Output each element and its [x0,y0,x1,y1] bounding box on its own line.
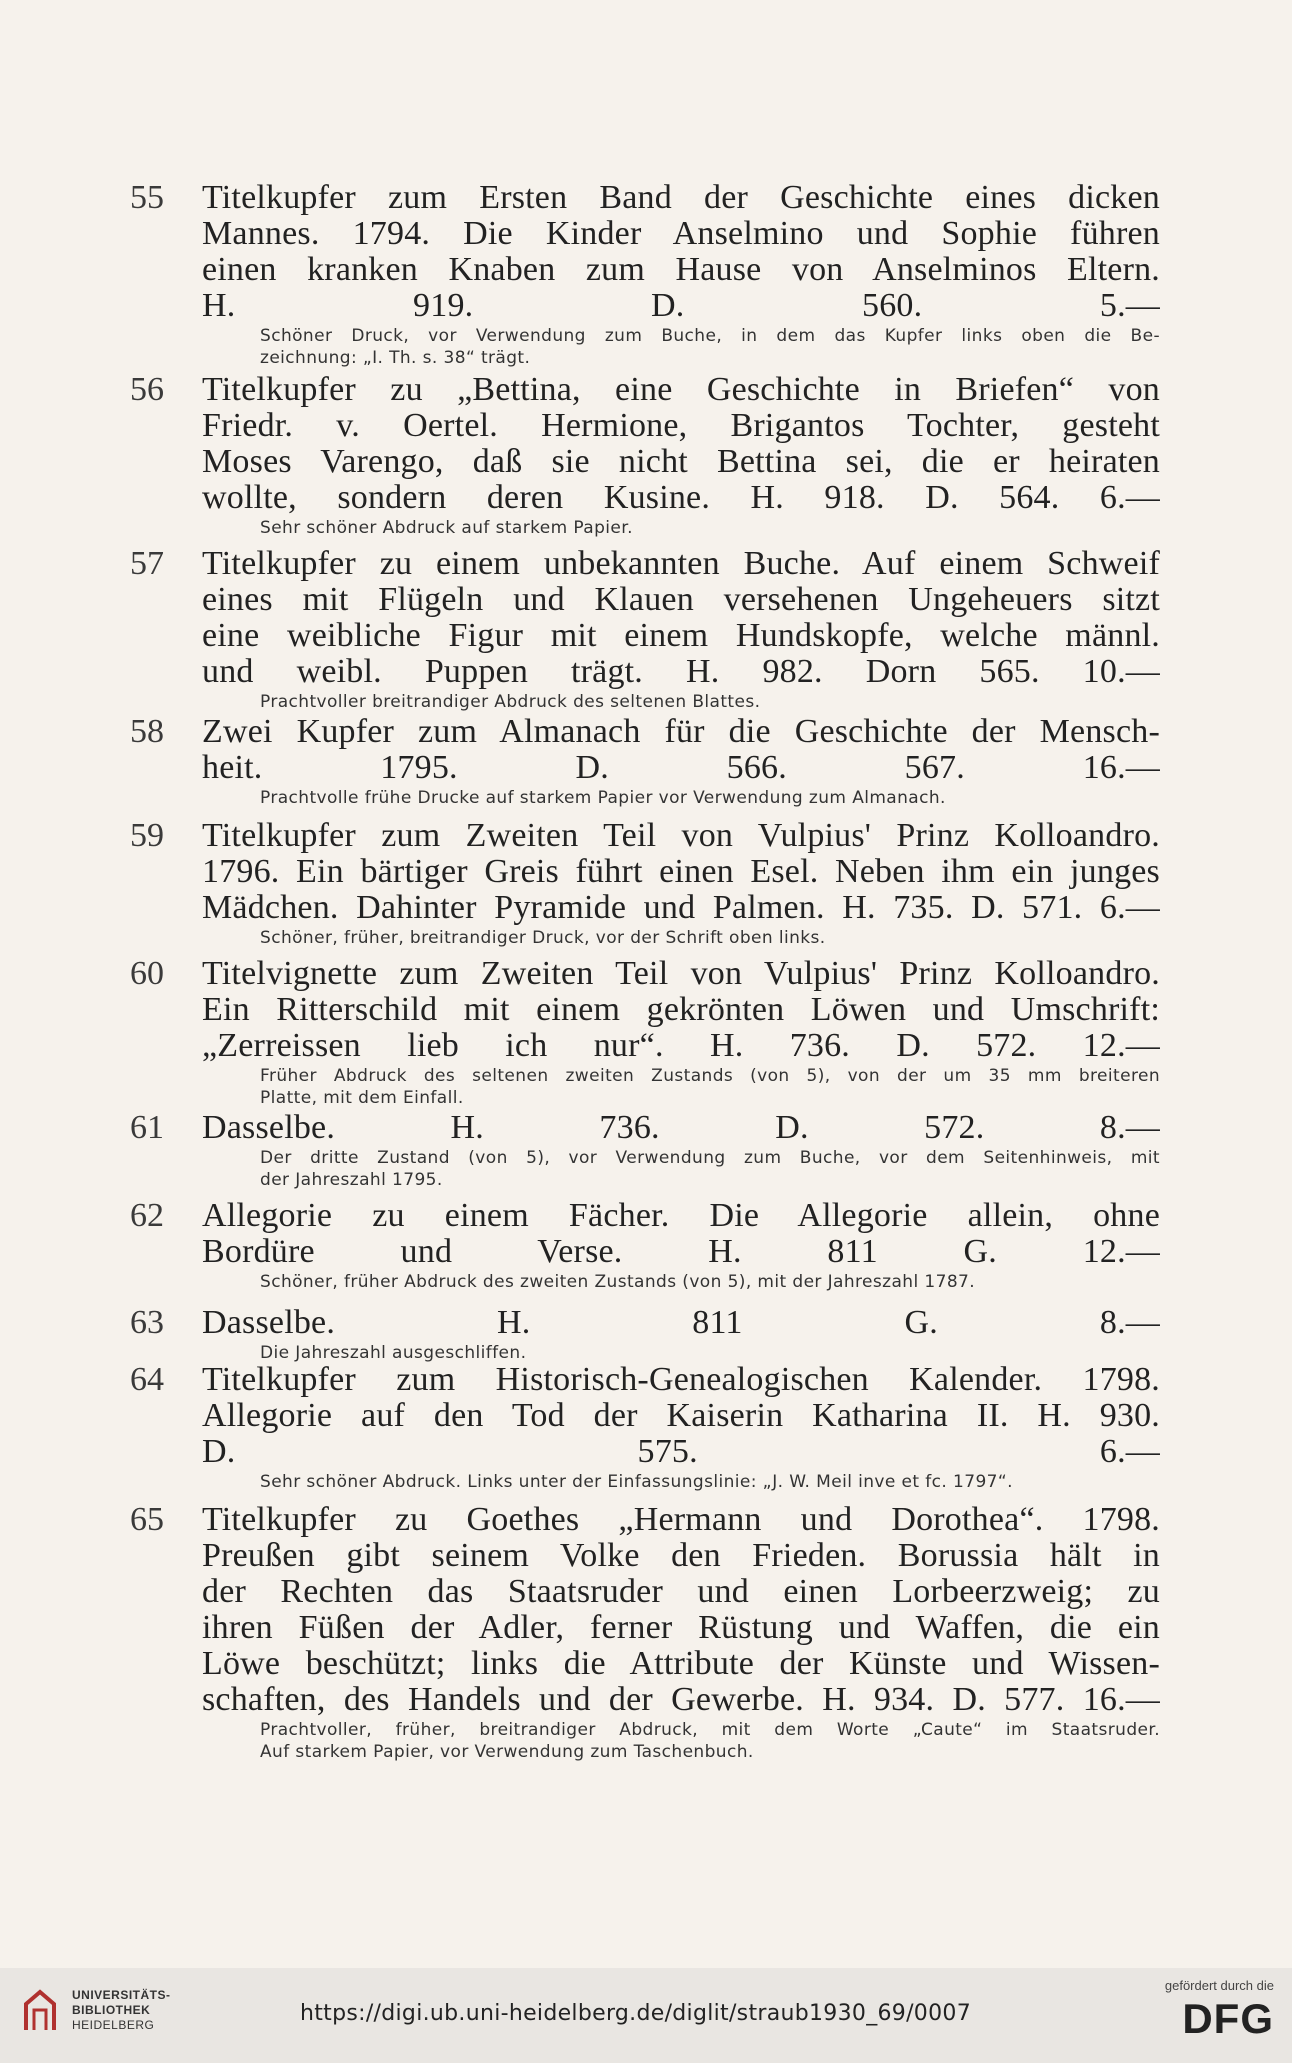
entry-text-line: Mädchen. Dahinter Pyramide und Palmen. H. 735. D. 571. 6.— [202,889,1160,926]
entry-body [202,180,1160,368]
entry-note: zeichnung: „I. Th. s. 38“ trägt. [260,348,531,368]
entry-body [202,1305,1160,1363]
catalog-entry [130,818,1160,948]
entry-note: Auf starkem Papier, vor Verwendung zum Taschenbuch. [260,1742,754,1762]
entry-note: Prachtvoller breitrandiger Abdruck des seltenen Blattes. [260,692,761,712]
entry-number: 59 [130,817,164,854]
entry-text-line: eine weibliche Figur mit einem Hundskopfe, welche männl. [202,617,1160,654]
permalink-url[interactable]: https://digi.ub.uni-heidelberg.de/diglit/straub1930_69/0007 [300,2001,971,2026]
entry-note: Früher Abdruck des seltenen zweiten Zustands (von 5), von der um 35 mm breiteren [260,1066,1160,1086]
entry-body [202,1502,1160,1762]
entry-note: Platte, mit dem Einfall. [260,1088,464,1108]
entry-text-line: und weibl. Puppen trägt. H. 982. Dorn 565. 10.— [202,653,1160,690]
library-name [72,1988,171,2033]
entry-number: 56 [130,371,164,408]
entry-text-line: Preußen gibt seinem Volke den Frieden. Borussia hält in [202,1537,1160,1574]
entry-body [202,956,1160,1108]
entry-number: 58 [130,713,164,750]
entry-text-line: Moses Varengo, daß sie nicht Bettina sei, die er heiraten [202,443,1160,480]
entry-text-line: Titelkupfer zum Zweiten Teil von Vulpius' Prinz Kolloandro. [202,817,1160,854]
entry-note: Die Jahreszahl ausgeschliffen. [260,1343,527,1363]
entry-note: Prachtvolle frühe Drucke auf starkem Papier vor Verwendung zum Almanach. [260,788,946,808]
entry-body [202,1110,1160,1190]
entry-text-line: Mannes. 1794. Die Kinder Anselmino und Sophie führen [202,215,1160,252]
entry-body [202,372,1160,538]
funded-by-caption: gefördert durch die [1164,1978,1274,1993]
entry-note: der Jahreszahl 1795. [260,1170,443,1190]
entry-text-line: Bordüre und Verse. H. 811 G. 12.— [202,1233,1160,1270]
catalog-entry [130,956,1160,1108]
entry-text-line: Titelkupfer zum Ersten Band der Geschichte eines dicken [202,179,1160,216]
catalog-entry [130,1305,1160,1363]
entry-text-line: Dasselbe. H. 811 G. 8.— [202,1304,1160,1341]
library-name-line3: HEIDELBERG [72,2018,155,2032]
entry-text-line: „Zerreissen lieb ich nur“. H. 736. D. 572. 12.— [202,1027,1160,1064]
entry-body [202,1198,1160,1292]
ub-heidelberg-logo[interactable] [18,1982,188,2042]
entry-note: Der dritte Zustand (von 5), vor Verwendung zum Buche, vor dem Seitenhinweis, mit [260,1148,1160,1168]
catalog-entry [130,1502,1160,1762]
entry-body [202,1362,1160,1492]
catalog-entry [130,1362,1160,1492]
entry-text-line: Friedr. v. Oertel. Hermione, Brigantos Tochter, gesteht [202,407,1160,444]
entry-text-line: Dasselbe. H. 736. D. 572. 8.— [202,1109,1160,1146]
library-name-line2: BIBLIOTHEK [72,2003,151,2017]
entry-note: Sehr schöner Abdruck auf starkem Papier. [260,518,633,538]
entry-text-line: eines mit Flügeln und Klauen versehenen Ungeheuers sitzt [202,581,1160,618]
entry-text-line: Titelkupfer zum Historisch-Genealogischen Kalender. 1798. [202,1361,1160,1398]
entry-note: Schöner, früher, breitrandiger Druck, vor der Schrift oben links. [260,928,826,948]
entry-text-line: wollte, sondern deren Kusine. H. 918. D. 564. 6.— [202,479,1160,516]
entry-body [202,818,1160,948]
entry-text-line: H. 919. D. 560. 5.— [202,287,1160,324]
entry-text-line: Allegorie zu einem Fächer. Die Allegorie allein, ohne [202,1197,1160,1234]
catalog-entry [130,372,1160,538]
entry-text-line: der Rechten das Staatsruder und einen Lorbeerzweig; zu [202,1573,1160,1610]
library-emblem-icon [18,1986,62,2034]
entry-text-line: Allegorie auf den Tod der Kaiserin Katharina II. H. 930. [202,1397,1160,1434]
catalog-entry [130,180,1160,368]
entry-number: 65 [130,1501,164,1538]
entry-text-line: D. 575. 6.— [202,1433,1160,1470]
entry-number: 62 [130,1197,164,1234]
catalog-entry [130,714,1160,808]
entry-text-line: 1796. Ein bärtiger Greis führt einen Esel. Neben ihm ein junges [202,853,1160,890]
entry-note: Schöner, früher Abdruck des zweiten Zustands (von 5), mit der Jahreszahl 1787. [260,1272,976,1292]
entry-text-line: Zwei Kupfer zum Almanach für die Geschichte der Mensch- [202,713,1160,750]
entry-number: 61 [130,1109,164,1146]
entry-text-line: einen kranken Knaben zum Hause von Anselminos Eltern. [202,251,1160,288]
entry-number: 55 [130,179,164,216]
entry-body [202,714,1160,808]
entry-text-line: ihren Füßen der Adler, ferner Rüstung und Waffen, die ein [202,1609,1160,1646]
entry-text-line: Löwe beschützt; links die Attribute der Künste und Wissen- [202,1645,1160,1682]
entry-text-line: schaften, des Handels und der Gewerbe. H. 934. D. 577. 16.— [202,1681,1160,1718]
dfg-logo: DFG [1182,1995,1274,2042]
entry-note: Sehr schöner Abdruck. Links unter der Einfassungslinie: „J. W. Meil inve et fc. 1797“. [260,1472,1013,1492]
entry-body [202,546,1160,712]
entry-text-line: Ein Ritterschild mit einem gekrönten Löwen und Umschrift: [202,991,1160,1028]
entry-text-line: Titelkupfer zu einem unbekannten Buche. Auf einem Schweif [202,545,1160,582]
entry-note: Schöner Druck, vor Verwendung zum Buche, in dem das Kupfer links oben die Be- [260,326,1160,346]
entry-text-line: Titelvignette zum Zweiten Teil von Vulpius' Prinz Kolloandro. [202,955,1160,992]
catalog-entry [130,1110,1160,1190]
catalog-entry [130,546,1160,712]
entry-number: 63 [130,1304,164,1341]
library-name-line1: UNIVERSITÄTS- [72,1988,171,2002]
entry-number: 57 [130,545,164,582]
entry-text-line: Titelkupfer zu „Bettina, eine Geschichte in Briefen“ von [202,371,1160,408]
entry-text-line: Titelkupfer zu Goethes „Hermann und Dorothea“. 1798. [202,1501,1160,1538]
dfg-funding[interactable] [1134,1978,1274,2050]
entry-number: 64 [130,1361,164,1398]
entry-text-line: heit. 1795. D. 566. 567. 16.— [202,749,1160,786]
catalog-entry [130,1198,1160,1292]
footer-bar [0,1968,1292,2063]
entry-number: 60 [130,955,164,992]
entry-note: Prachtvoller, früher, breitrandiger Abdruck, mit dem Worte „Caute“ im Staatsruder. [260,1720,1160,1740]
